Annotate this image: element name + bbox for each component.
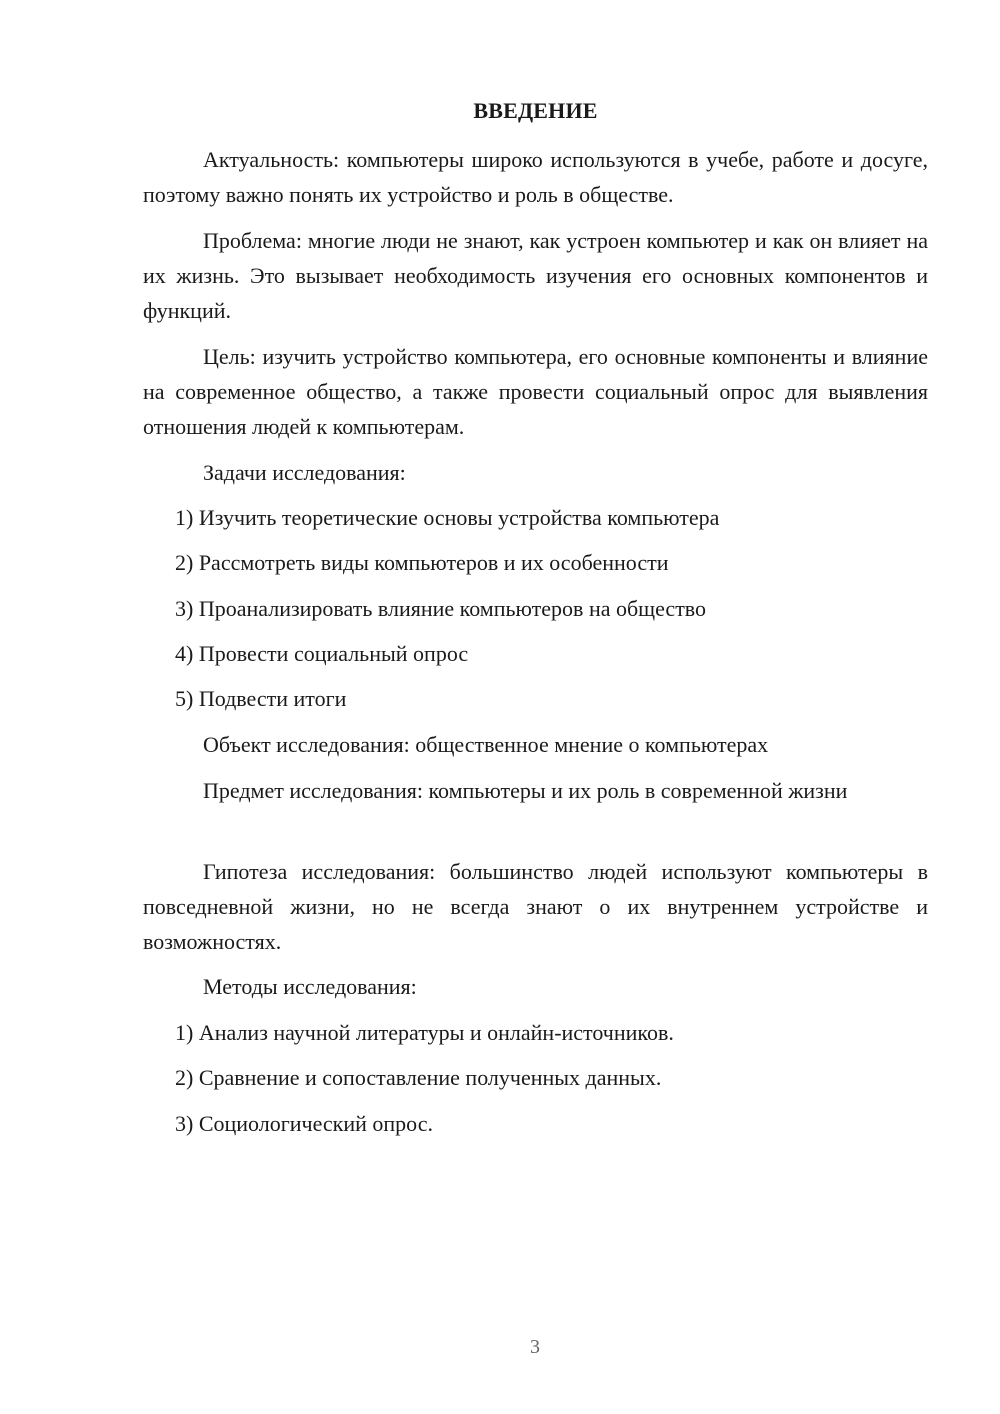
relevance-paragraph: Актуальность: компьютеры широко используются в учебе, работе и досуге, поэтому важно понять их устройство и роль в обществе. [143,147,928,207]
task-item: 4) Провести социальный опрос [175,641,469,666]
task-item: 1) Изучить теоретические основы устройства компьютера [175,505,720,530]
goal-paragraph: Цель: изучить устройство компьютера, его основные компоненты и влияние на современное общество, а также провести социальный опрос для выявления отношения людей к компьютерам. [143,344,928,439]
tasks-heading: Задачи исследования: [203,460,406,485]
task-item: 5) Подвести итоги [175,686,347,711]
method-item: 3) Социологический опрос. [175,1111,433,1136]
task-item: 2) Рассмотреть виды компьютеров и их особенности [175,550,669,575]
method-item: 1) Анализ научной литературы и онлайн-источников. [175,1020,674,1045]
methods-heading: Методы исследования: [203,974,417,999]
subject-paragraph: Предмет исследования: компьютеры и их роль в современной жизни [203,778,848,803]
task-item: 3) Проанализировать влияние компьютеров на общество [175,596,707,621]
hypothesis-paragraph: Гипотеза исследования: большинство людей используют компьютеры в повседневной жизни, но не всегда знают о их внутреннем устройстве и возможностях. [143,859,928,954]
page-title: ВВЕДЕНИЕ [473,98,598,123]
method-item: 2) Сравнение и сопоставление полученных данных. [175,1065,662,1090]
problem-paragraph: Проблема: многие люди не знают, как устроен компьютер и как он влияет на их жизнь. Это вызывает необходимость изучения его основных компонентов и функций. [143,228,928,323]
page-number: 3 [530,1336,540,1358]
object-paragraph: Объект исследования: общественное мнение о компьютерах [203,732,769,757]
